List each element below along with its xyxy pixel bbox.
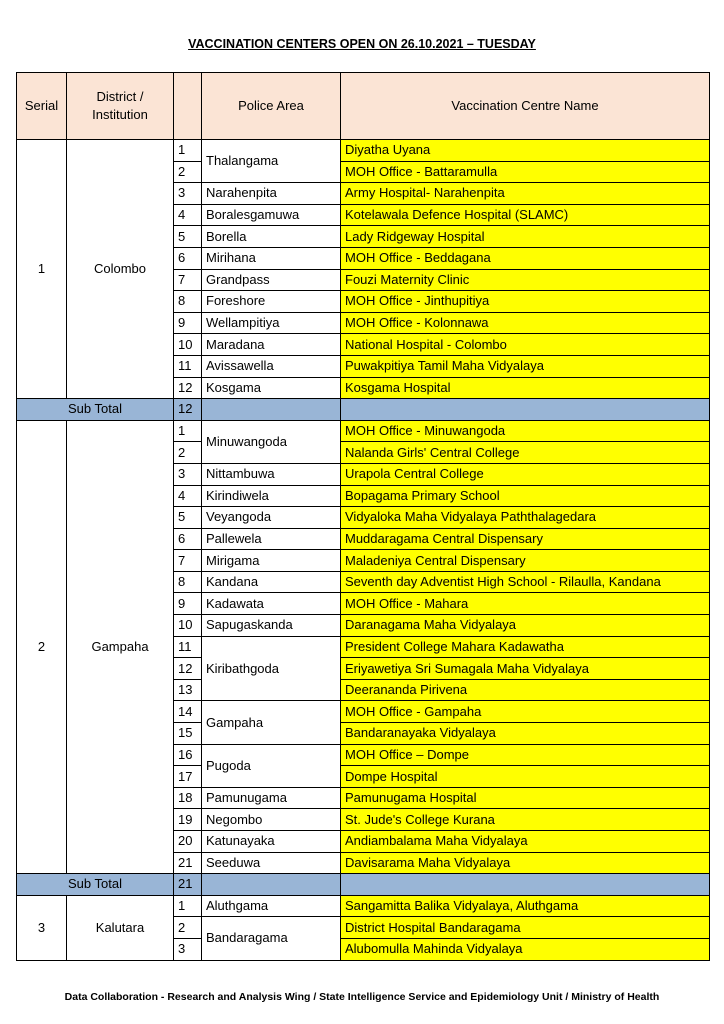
centre-name: Seventh day Adventist High School - Rilaulla, Kandana bbox=[341, 571, 710, 593]
row-number: 3 bbox=[174, 938, 202, 960]
row-number: 5 bbox=[174, 507, 202, 529]
centre-name: Muddaragama Central Dispensary bbox=[341, 528, 710, 550]
row-number: 17 bbox=[174, 766, 202, 788]
police-area: Kiribathgoda bbox=[202, 636, 341, 701]
header-number bbox=[174, 73, 202, 140]
subtotal-empty-cell bbox=[341, 874, 710, 896]
police-area: Avissawella bbox=[202, 355, 341, 377]
district-name: Kalutara bbox=[67, 895, 174, 960]
row-number: 8 bbox=[174, 571, 202, 593]
subtotal-empty-cell bbox=[202, 874, 341, 896]
centre-name: Bopagama Primary School bbox=[341, 485, 710, 507]
row-number: 19 bbox=[174, 809, 202, 831]
centre-name: District Hospital Bandaragama bbox=[341, 917, 710, 939]
police-area: Negombo bbox=[202, 809, 341, 831]
centre-name: MOH Office - Minuwangoda bbox=[341, 420, 710, 442]
police-area: Narahenpita bbox=[202, 183, 341, 205]
row-number: 9 bbox=[174, 593, 202, 615]
subtotal-empty-cell bbox=[202, 399, 341, 421]
row-number: 6 bbox=[174, 247, 202, 269]
table-row bbox=[17, 420, 710, 442]
page-title: VACCINATION CENTERS OPEN ON 26.10.2021 – TUESDAY bbox=[188, 37, 536, 51]
row-number: 12 bbox=[174, 658, 202, 680]
centre-name: Bandaranayaka Vidyalaya bbox=[341, 723, 710, 745]
row-number: 4 bbox=[174, 485, 202, 507]
row-number: 10 bbox=[174, 615, 202, 637]
centre-name: Alubomulla Mahinda Vidyalaya bbox=[341, 938, 710, 960]
centre-name: Eriyawetiya Sri Sumagala Maha Vidyalaya bbox=[341, 658, 710, 680]
centre-name: Fouzi Maternity Clinic bbox=[341, 269, 710, 291]
row-number: 16 bbox=[174, 744, 202, 766]
police-area: Pamunugama bbox=[202, 787, 341, 809]
footer-credit: Data Collaboration - Research and Analysis Wing / State Intelligence Service and Epidemiology Unit / Ministry of Health bbox=[64, 991, 660, 1003]
table-header-row bbox=[17, 73, 710, 140]
police-area: Borella bbox=[202, 226, 341, 248]
centre-name: Andiambalama Maha Vidyalaya bbox=[341, 831, 710, 853]
centre-name: MOH Office - Jinthupitiya bbox=[341, 291, 710, 313]
centre-name: President College Mahara Kadawatha bbox=[341, 636, 710, 658]
district-name: Colombo bbox=[67, 140, 174, 399]
police-area: Nittambuwa bbox=[202, 463, 341, 485]
centre-name: MOH Office - Gampaha bbox=[341, 701, 710, 723]
header-district: District / Institution bbox=[67, 73, 174, 140]
police-area: Maradana bbox=[202, 334, 341, 356]
row-number: 11 bbox=[174, 355, 202, 377]
police-area: Katunayaka bbox=[202, 831, 341, 853]
row-number: 1 bbox=[174, 140, 202, 162]
row-number: 18 bbox=[174, 787, 202, 809]
table-body bbox=[17, 140, 710, 961]
centre-name: Kosgama Hospital bbox=[341, 377, 710, 399]
row-number: 5 bbox=[174, 226, 202, 248]
centre-name: Urapola Central College bbox=[341, 463, 710, 485]
row-number: 13 bbox=[174, 679, 202, 701]
table-row bbox=[17, 140, 710, 162]
centre-name: Maladeniya Central Dispensary bbox=[341, 550, 710, 572]
centre-name: Nalanda Girls' Central College bbox=[341, 442, 710, 464]
row-number: 15 bbox=[174, 723, 202, 745]
row-number: 9 bbox=[174, 312, 202, 334]
police-area: Bandaragama bbox=[202, 917, 341, 960]
centre-name: Puwakpitiya Tamil Maha Vidyalaya bbox=[341, 355, 710, 377]
police-area: Aluthgama bbox=[202, 895, 341, 917]
centre-name: MOH Office - Kolonnawa bbox=[341, 312, 710, 334]
centre-name: Dompe Hospital bbox=[341, 766, 710, 788]
centre-name: National Hospital - Colombo bbox=[341, 334, 710, 356]
district-serial: 1 bbox=[17, 140, 67, 399]
subtotal-value: 12 bbox=[174, 399, 202, 421]
centre-name: Deerananda Pirivena bbox=[341, 679, 710, 701]
vaccination-centres-table bbox=[16, 72, 710, 961]
subtotal-label: Sub Total bbox=[17, 874, 174, 896]
police-area: Mirihana bbox=[202, 247, 341, 269]
row-number: 7 bbox=[174, 269, 202, 291]
row-number: 2 bbox=[174, 442, 202, 464]
subtotal-row bbox=[17, 874, 710, 896]
police-area: Seeduwa bbox=[202, 852, 341, 874]
centre-name: Sangamitta Balika Vidyalaya, Aluthgama bbox=[341, 895, 710, 917]
row-number: 2 bbox=[174, 161, 202, 183]
police-area: Kirindiwela bbox=[202, 485, 341, 507]
police-area: Grandpass bbox=[202, 269, 341, 291]
centre-name: Diyatha Uyana bbox=[341, 140, 710, 162]
row-number: 20 bbox=[174, 831, 202, 853]
district-serial: 2 bbox=[17, 420, 67, 873]
police-area: Foreshore bbox=[202, 291, 341, 313]
subtotal-empty-cell bbox=[341, 399, 710, 421]
row-number: 8 bbox=[174, 291, 202, 313]
centre-name: Kotelawala Defence Hospital (SLAMC) bbox=[341, 204, 710, 226]
row-number: 11 bbox=[174, 636, 202, 658]
district-serial: 3 bbox=[17, 895, 67, 960]
police-area: Gampaha bbox=[202, 701, 341, 744]
header-centre-name: Vaccination Centre Name bbox=[341, 73, 710, 140]
header-serial: Serial bbox=[17, 73, 67, 140]
row-number: 1 bbox=[174, 420, 202, 442]
centre-name: MOH Office - Battaramulla bbox=[341, 161, 710, 183]
subtotal-row bbox=[17, 399, 710, 421]
row-number: 3 bbox=[174, 183, 202, 205]
centre-name: MOH Office – Dompe bbox=[341, 744, 710, 766]
row-number: 10 bbox=[174, 334, 202, 356]
row-number: 2 bbox=[174, 917, 202, 939]
centre-name: Davisarama Maha Vidyalaya bbox=[341, 852, 710, 874]
police-area: Kadawata bbox=[202, 593, 341, 615]
row-number: 14 bbox=[174, 701, 202, 723]
row-number: 7 bbox=[174, 550, 202, 572]
centre-name: MOH Office - Mahara bbox=[341, 593, 710, 615]
district-name: Gampaha bbox=[67, 420, 174, 873]
centre-name: MOH Office - Beddagana bbox=[341, 247, 710, 269]
row-number: 21 bbox=[174, 852, 202, 874]
police-area: Boralesgamuwa bbox=[202, 204, 341, 226]
police-area: Mirigama bbox=[202, 550, 341, 572]
police-area: Pallewela bbox=[202, 528, 341, 550]
centre-name: Vidyaloka Maha Vidyalaya Paththalagedara bbox=[341, 507, 710, 529]
row-number: 4 bbox=[174, 204, 202, 226]
police-area: Thalangama bbox=[202, 140, 341, 183]
subtotal-value: 21 bbox=[174, 874, 202, 896]
subtotal-label: Sub Total bbox=[17, 399, 174, 421]
police-area: Veyangoda bbox=[202, 507, 341, 529]
centre-name: Lady Ridgeway Hospital bbox=[341, 226, 710, 248]
table-row bbox=[17, 895, 710, 917]
police-area: Minuwangoda bbox=[202, 420, 341, 463]
police-area: Sapugaskanda bbox=[202, 615, 341, 637]
centre-name: Army Hospital- Narahenpita bbox=[341, 183, 710, 205]
row-number: 3 bbox=[174, 463, 202, 485]
police-area: Kandana bbox=[202, 571, 341, 593]
centre-name: Daranagama Maha Vidyalaya bbox=[341, 615, 710, 637]
centre-name: Pamunugama Hospital bbox=[341, 787, 710, 809]
header-police-area: Police Area bbox=[202, 73, 341, 140]
centre-name: St. Jude's College Kurana bbox=[341, 809, 710, 831]
row-number: 12 bbox=[174, 377, 202, 399]
police-area: Pugoda bbox=[202, 744, 341, 787]
police-area: Wellampitiya bbox=[202, 312, 341, 334]
row-number: 6 bbox=[174, 528, 202, 550]
police-area: Kosgama bbox=[202, 377, 341, 399]
row-number: 1 bbox=[174, 895, 202, 917]
